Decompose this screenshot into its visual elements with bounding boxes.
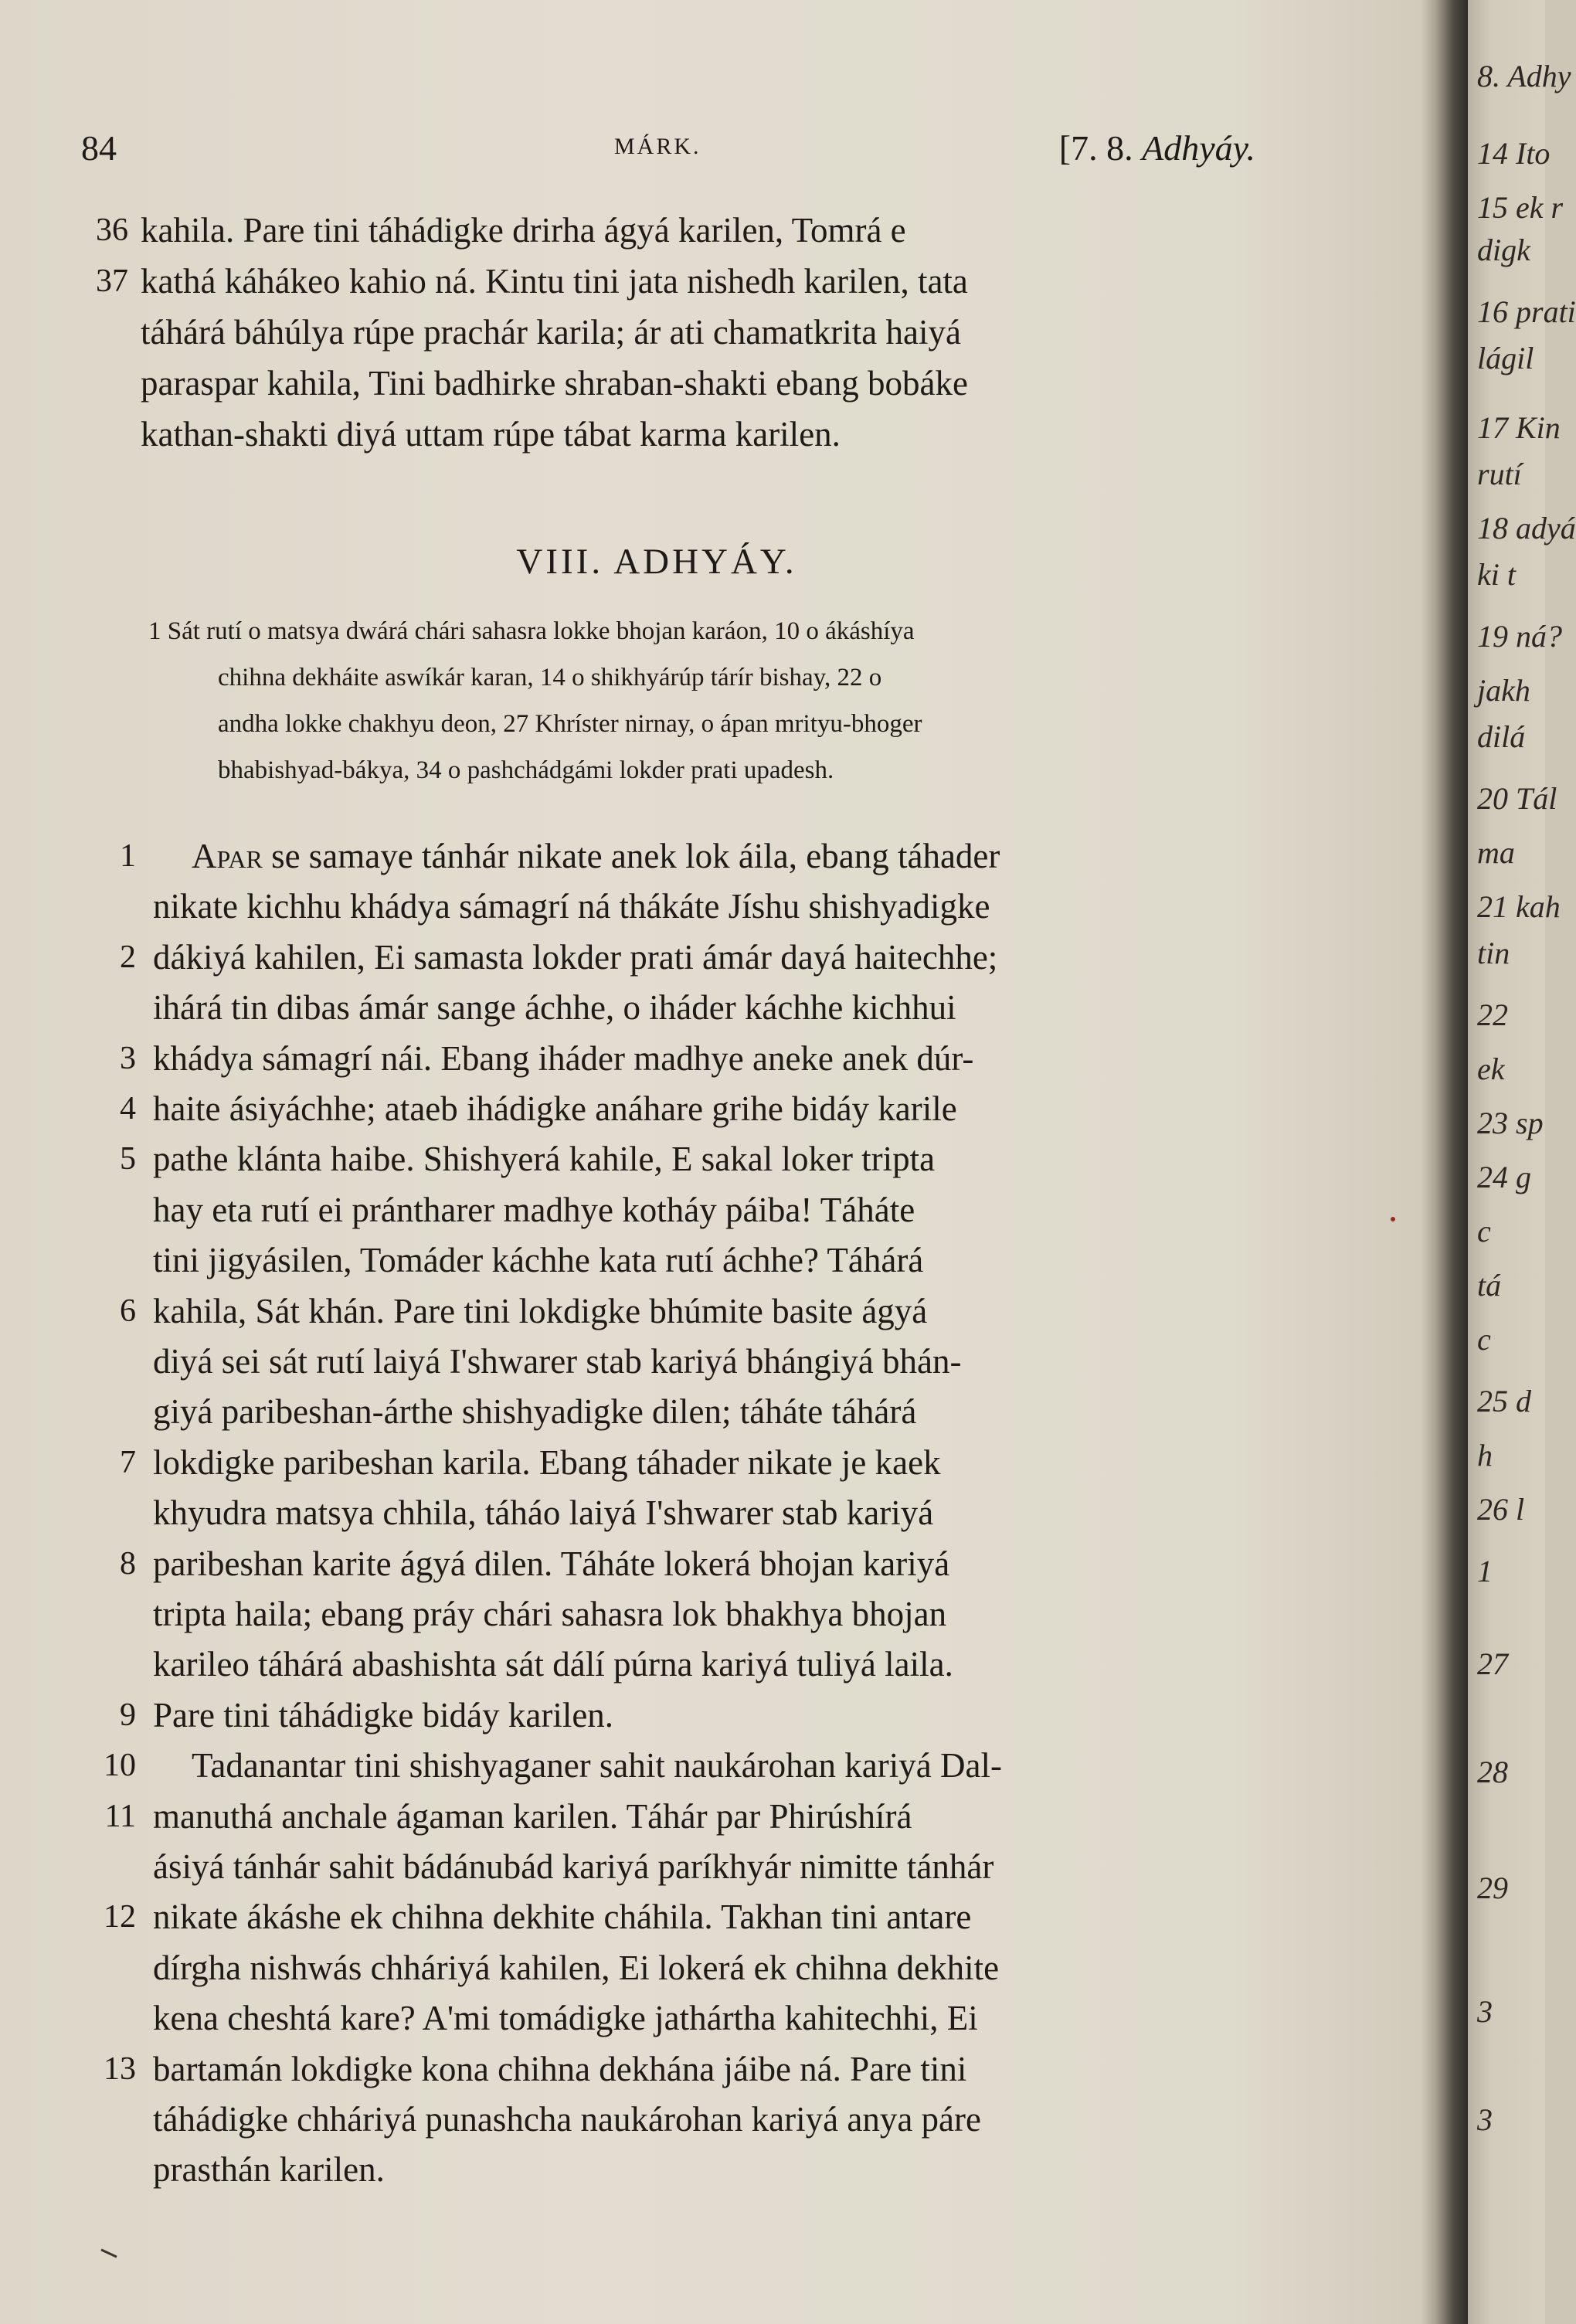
verse-number: 12 bbox=[104, 1899, 136, 1935]
facing-page-edge bbox=[1468, 0, 1576, 2324]
facing-page-line: dilá bbox=[1477, 719, 1526, 754]
text-line: giyá paribeshan-árthe shishyadigke dilen; táháte táhárá bbox=[153, 1392, 917, 1431]
facing-page-line: ma bbox=[1477, 835, 1515, 870]
verse-number: 11 bbox=[104, 1799, 136, 1834]
facing-page-line: 22 bbox=[1477, 997, 1508, 1032]
facing-page-line: 14 Ito bbox=[1477, 136, 1551, 171]
facing-page-line: jakh bbox=[1477, 673, 1530, 708]
verse-number: 9 bbox=[120, 1697, 136, 1733]
facing-page-line: 3 bbox=[1477, 1994, 1493, 2029]
facing-page-line: 26 l bbox=[1477, 1492, 1525, 1527]
facing-page-line: 19 ná? bbox=[1477, 619, 1562, 654]
text-line bbox=[192, 834, 1000, 878]
facing-page-line: tá bbox=[1477, 1268, 1502, 1303]
text-line: lokdigke paribeshan karila. Ebang táhader nikate je kaek bbox=[153, 1443, 941, 1482]
text-line: táhárá báhúlya rúpe prachár karila; ár ati chamatkrita haiyá bbox=[141, 313, 961, 352]
facing-page-line: lágil bbox=[1477, 341, 1534, 375]
facing-page-line: 27 bbox=[1477, 1646, 1508, 1681]
text-line: paraspar kahila, Tini badhirke shraban-shakti ebang bobáke bbox=[141, 364, 968, 403]
verse-number: 3 bbox=[120, 1041, 136, 1076]
facing-page-line: tin bbox=[1477, 936, 1510, 970]
text-line: nikate kichhu khádya sámagrí ná thákáte Jíshu shishyadigke bbox=[153, 887, 990, 926]
text-line: pathe klánta haibe. Shishyerá kahile, E sakal loker tripta bbox=[153, 1140, 936, 1178]
text-line: ihárá tin dibas ámár sange áchhe, o iháder káchhe kichhui bbox=[153, 988, 956, 1027]
text-line: prasthán karilen. bbox=[153, 2150, 385, 2189]
facing-page-line: 28 bbox=[1477, 1755, 1508, 1789]
page-header bbox=[81, 127, 1255, 174]
facing-page-line: 15 ek r bbox=[1477, 190, 1564, 225]
text-line: dírgha nishwás chháriyá kahilen, Ei lokerá ek chihna dekhite bbox=[153, 1949, 1000, 1987]
verse-number: 7 bbox=[120, 1445, 136, 1480]
verse-number: 6 bbox=[120, 1293, 136, 1329]
drop-word: Apar bbox=[192, 837, 263, 875]
facing-page-line: ek bbox=[1477, 1052, 1505, 1086]
facing-page-line: 24 g bbox=[1477, 1160, 1531, 1194]
facing-page-line: 3 bbox=[1477, 2102, 1493, 2137]
ink-spot bbox=[1391, 1217, 1395, 1221]
text-line: haite ásiyáchhe; ataeb ihádigke anáhare grihe bidáy karile bbox=[153, 1089, 957, 1128]
text-line: tripta haila; ebang práy chári sahasra lok bhakhya bhojan bbox=[153, 1595, 947, 1633]
summary-line: chihna dekháite aswíkár karan, 14 o shikhyárúp tárír bishay, 22 o bbox=[218, 664, 882, 691]
facing-page-line: c bbox=[1477, 1214, 1491, 1249]
text-line: diyá sei sát rutí laiyá I'shwarer stab kariyá bhángiyá bhán- bbox=[153, 1342, 962, 1381]
text-line: ásiyá tánhár sahit bádánubád kariyá paríkhyár nimitte tánhár bbox=[153, 1847, 994, 1886]
text-line: kathá káhákeo kahio ná. Kintu tini jata nishedh karilen, tata bbox=[141, 262, 968, 301]
text-line: bartamán lokdigke kona chihna dekhána jáibe ná. Pare tini bbox=[153, 2050, 967, 2088]
verse-number: 10 bbox=[104, 1748, 136, 1783]
facing-page-line: 1 bbox=[1477, 1554, 1493, 1588]
facing-page-line: digk bbox=[1477, 233, 1530, 267]
text-line: kena cheshtá kare? A'mi tomádigke jathártha kahitechhi, Ei bbox=[153, 1999, 978, 2037]
text-line: manuthá anchale ágaman karilen. Táhár par Phirúshírá bbox=[153, 1797, 912, 1836]
text-line: kathan-shakti diyá uttam rúpe tábat karma karilen. bbox=[141, 415, 841, 454]
chapter-reference-word: Adhyáy. bbox=[1142, 128, 1255, 168]
text-line: Pare tini táhádigke bidáy karilen. bbox=[153, 1696, 614, 1735]
facing-page-line: rutí bbox=[1477, 457, 1522, 491]
text-line: khádya sámagrí nái. Ebang iháder madhye aneke anek dúr- bbox=[153, 1039, 974, 1078]
summary-line: bhabishyad-bákya, 34 o pashchádgámi lokder prati upadesh. bbox=[218, 756, 834, 784]
facing-page-line: 17 Kin bbox=[1477, 410, 1561, 445]
text-line: hay eta rutí ei prántharer madhye kotháy páiba! Táháte bbox=[153, 1191, 915, 1229]
chapter-title: VIII. ADHYÁY. bbox=[516, 542, 797, 582]
facing-page-line: c bbox=[1477, 1322, 1491, 1357]
text-line: tini jigyásilen, Tomáder káchhe kata rutí áchhe? Táhárá bbox=[153, 1241, 924, 1279]
facing-page-line: 29 bbox=[1477, 1870, 1508, 1905]
text-line: kahila, Sát khán. Pare tini lokdigke bhúmite basite ágyá bbox=[153, 1292, 928, 1330]
text-line: kahila. Pare tini táhádigke drirha ágyá karilen, Tomrá e bbox=[141, 211, 906, 250]
running-head: MÁRK. bbox=[614, 134, 701, 159]
verse-number: 13 bbox=[104, 2051, 136, 2087]
text-line: khyudra matsya chhila, táháo laiyá I'shwarer stab kariyá bbox=[153, 1493, 934, 1532]
text-line: paribeshan karite ágyá dilen. Táháte lokerá bhojan kariyá bbox=[153, 1544, 950, 1583]
verse-number: 36 bbox=[96, 212, 128, 248]
verse-number: 2 bbox=[120, 939, 136, 975]
text-line: táhádigke chháriyá punashcha naukárohan kariyá anya páre bbox=[153, 2100, 981, 2139]
facing-page-line: 8. Adhy bbox=[1477, 59, 1571, 93]
book-gutter bbox=[1421, 0, 1468, 2324]
line-text: se samaye tánhár nikate anek lok áila, ebang táhader bbox=[262, 837, 1000, 875]
chapter-reference bbox=[1059, 127, 1255, 168]
summary-line: 1 Sát rutí o matsya dwárá chári sahasra lokke bhojan karáon, 10 o ákáshíya bbox=[148, 617, 915, 645]
text-line: nikate ákáshe ek chihna dekhite cháhila. Takhan tini antare bbox=[153, 1898, 972, 1936]
verse-number: 37 bbox=[96, 263, 128, 299]
facing-page-line: 16 prati bbox=[1477, 294, 1576, 329]
facing-page-line: h bbox=[1477, 1438, 1493, 1473]
text-line: Tadanantar tini shishyaganer sahit naukárohan kariyá Dal- bbox=[192, 1746, 1002, 1785]
facing-page-line: 20 Tál bbox=[1477, 781, 1557, 816]
facing-page-line: ki t bbox=[1477, 557, 1516, 592]
chapter-reference-number: [7. 8. bbox=[1058, 128, 1143, 168]
facing-page-line: 18 adyá bbox=[1477, 511, 1576, 545]
facing-page-line: 25 d bbox=[1477, 1384, 1531, 1419]
facing-page-line: 21 kah bbox=[1477, 889, 1561, 924]
text-line: dákiyá kahilen, Ei samasta lokder prati ámár dayá haitechhe; bbox=[153, 938, 998, 977]
facing-page-line: 23 sp bbox=[1477, 1106, 1544, 1140]
verse-number: 4 bbox=[120, 1091, 136, 1126]
verse-number: 1 bbox=[120, 838, 136, 874]
page-number: 84 bbox=[81, 128, 117, 168]
text-line: karileo táhárá abashishta sát dálí púrna kariyá tuliyá laila. bbox=[153, 1645, 953, 1684]
summary-line: andha lokke chakhyu deon, 27 Khríster nirnay, o ápan mrityu-bhoger bbox=[218, 710, 922, 738]
verse-number: 5 bbox=[120, 1141, 136, 1177]
verse-number: 8 bbox=[120, 1546, 136, 1582]
